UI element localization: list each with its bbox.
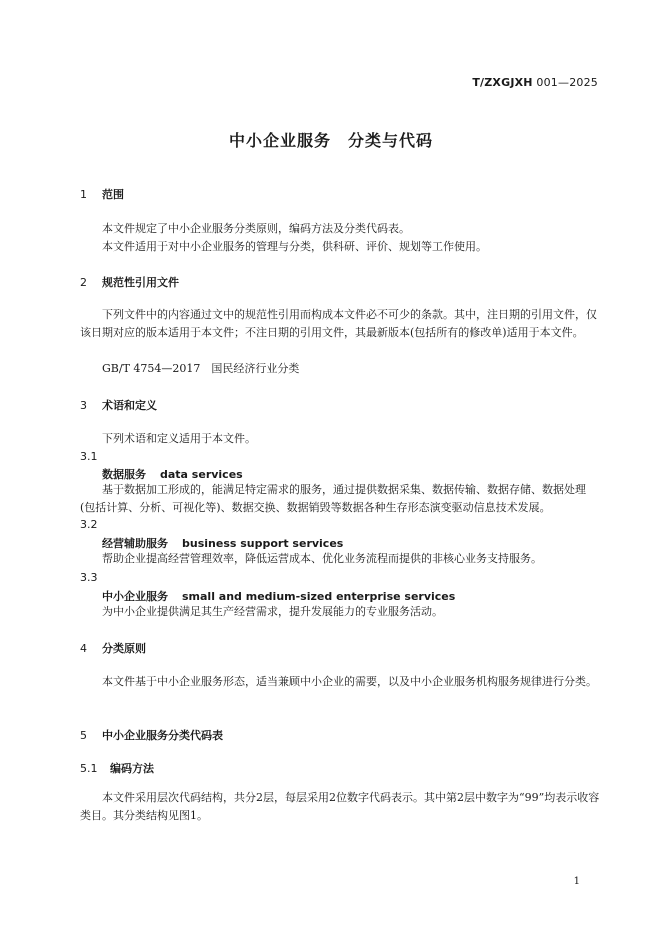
standard-code: T/ZXGJXH 001—2025 [472,76,598,89]
subsection-5-1-heading: 5.1 编码方法 [80,762,154,775]
term-number: 3.1 [80,450,98,463]
section-1-heading: 1 范围 [80,188,124,201]
term-definition: 帮助企业提高经营管理效率，降低运营成本、优化业务流程而提供的非核心业务支持服务。 [102,552,542,565]
section-1-paragraph-1: 本文件规定了中小企业服务分类原则，编码方法及分类代码表。 [102,222,410,235]
term-title: 经营辅助服务 business support services [102,537,344,550]
term-number: 3.2 [80,518,98,531]
term-title: 中小企业服务 small and medium-sized enterprise services [102,590,456,603]
page-number: 1 [573,876,580,887]
section-5-heading: 5 中小企业服务分类代码表 [80,729,223,742]
section-4-heading: 4 分类原则 [80,642,146,655]
normative-reference: GB/T 4754—2017 国民经济行业分类 [102,362,300,375]
term-title: 数据服务 data services [102,468,243,481]
section-3-heading: 3 术语和定义 [80,399,157,412]
term-definition: 基于数据加工形成的，能满足特定需求的服务，通过提供数据采集、数据传输、数据存储、数据处理(包括计算、分析、可视化等)、数据交换、数据销毁等数据各种生存形态演变驱动信息技术发展。 [80,483,586,514]
document-title: 中小企业服务 分类与代码 [228,131,433,150]
section-2-paragraph: 下列文件中的内容通过文中的规范性引用而构成本文件必不可少的条款。其中，注日期的引用文件，仅该日期对应的版本适用于本文件；不注日期的引用文件，其最新版本(包括所有的修改单)适用于本文件。 [80,308,597,339]
term-number: 3.3 [80,571,98,584]
section-1-paragraph-2: 本文件适用于对中小企业服务的管理与分类，供科研、评价、规划等工作使用。 [102,240,487,253]
section-4-paragraph: 本文件基于中小企业服务形态，适当兼顾中小企业的需要，以及中小企业服务机构服务规律进行分类。 [102,675,597,688]
term-definition: 为中小企业提供满足其生产经营需求，提升发展能力的专业服务活动。 [102,605,443,618]
subsection-5-1-paragraph: 本文件采用层次代码结构，共分2层，每层采用2位数字代码表示。其中第2层中数字为“99”均表示收容类目。其分类结构见图1。 [80,791,600,822]
section-3-intro: 下列术语和定义适用于本文件。 [102,432,256,445]
section-2-heading: 2 规范性引用文件 [80,276,179,289]
